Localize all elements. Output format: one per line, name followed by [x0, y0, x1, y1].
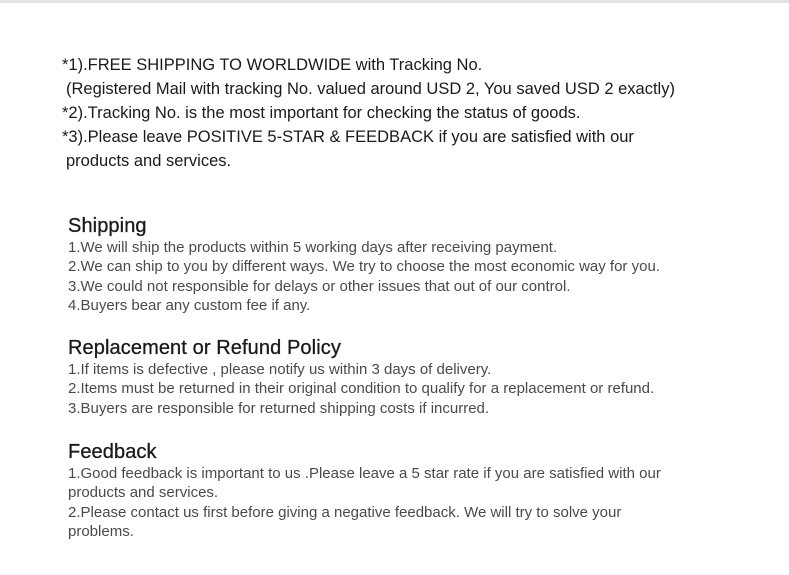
refund-policy-list	[68, 360, 768, 418]
shipping-list	[68, 238, 768, 316]
note-positive-feedback: *3).Please leave POSITIVE 5-STAR & FEEDBACK if you are satisfied with our	[62, 128, 634, 146]
shipping-notes	[62, 53, 762, 173]
top-divider	[0, 0, 789, 3]
shipping-item: 3.We could not responsible for delays or other issues that out of our control.	[68, 277, 571, 295]
feedback-item: problems.	[68, 523, 134, 541]
shipping-heading: Shipping	[68, 215, 147, 237]
feedback-heading: Feedback	[68, 441, 157, 463]
shipping-item: 1.We will ship the products within 5 working days after receiving payment.	[68, 239, 558, 256]
refund-policy-item: 1.If items is defective , please notify us within 3 days of delivery.	[68, 361, 492, 378]
feedback-list	[68, 464, 768, 542]
note-registered-mail: (Registered Mail with tracking No. valued around USD 2, You saved USD 2 exactly)	[66, 80, 675, 98]
refund-policy-item: 3.Buyers are responsible for returned shipping costs if incurred.	[68, 399, 490, 417]
feedback-item: 1.Good feedback is important to us .Please leave a 5 star rate if you are satisfied with our	[68, 465, 661, 482]
shipping-item: 4.Buyers bear any custom fee if any.	[68, 297, 311, 315]
note-tracking-number: *2).Tracking No. is the most important for checking the status of goods.	[62, 104, 581, 122]
shipping-section	[68, 214, 768, 316]
refund-policy-item: 2.Items must be returned in their original condition to qualify for a replacement or refund.	[68, 380, 655, 398]
refund-policy-section	[68, 336, 768, 418]
feedback-section	[68, 440, 768, 542]
note-positive-feedback-continued: products and services.	[66, 152, 232, 170]
feedback-item: products and services.	[68, 484, 219, 502]
shipping-item: 2.We can ship to you by different ways. We try to choose the most economic way for you.	[68, 258, 660, 276]
refund-policy-heading: Replacement or Refund Policy	[68, 337, 341, 359]
feedback-item: 2.Please contact us first before giving a negative feedback. We will try to solve your	[68, 503, 622, 521]
note-free-shipping: *1).FREE SHIPPING TO WORLDWIDE with Tracking No.	[62, 56, 483, 74]
